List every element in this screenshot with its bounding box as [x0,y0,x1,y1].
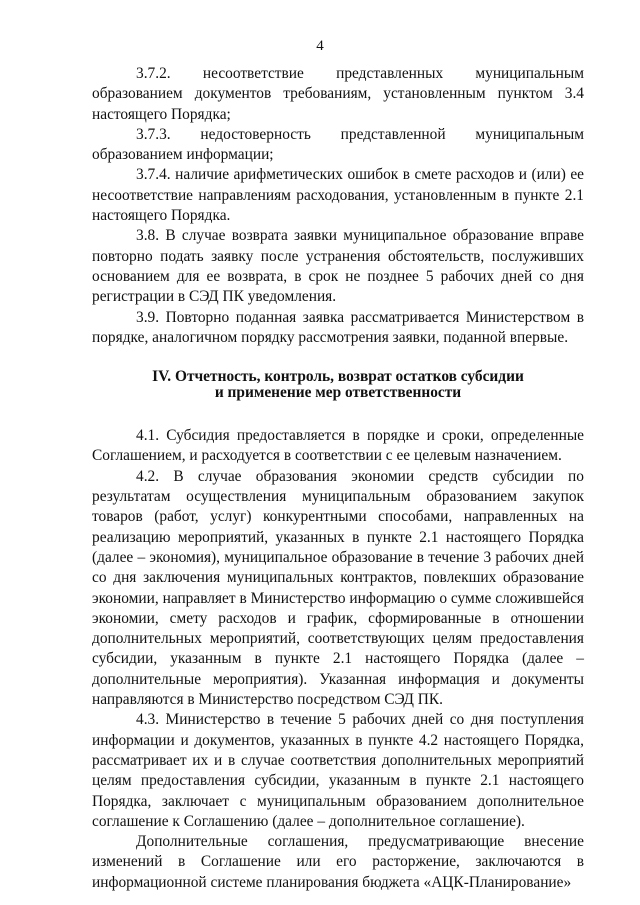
paragraph-4-3: 4.3. Министерство в течение 5 рабочих дней со дня поступления информации и документов, указанных в пункте 4.2 настоящего Порядка, рассматривает их и в случае соответствия дополнительных мероприятий целям предоставления субсидии, указанным в пункте 2.1 настоящего Порядка, заключает с муниципальным образованием дополнительное соглашение к Соглашению (далее – дополнительное соглашение). [92,711,584,830]
paragraph-additional-agreements: Дополнительные соглашения, предусматривающие внесение изменений в Соглашение или его расторжение, заключаются в информационной системе планирования бюджета «АЦК-Планирование» [92,833,584,891]
page-number: 4 [316,38,324,54]
paragraph-3-8: 3.8. В случае возврата заявки муниципальное образование вправе повторно подать заявку после устранения обстоятельств, послуживших основанием для ее возврата, в срок не позднее 5 рабочих дней со дня регистрации в СЭД ПК уведомления. [92,227,584,306]
paragraph-3-7-4: 3.7.4. наличие арифметических ошибок в смете расходов и (или) ее несоответствие направлениям расходования, установленным в пункте 2.1 настоящего Порядка. [92,166,584,225]
paragraph-3-7-2: 3.7.2. несоответствие представленных муниципальным образованием документов требованиям, установленным пунктом 3.4 настоящего Порядка; [92,65,584,123]
paragraph-4-1: 4.1. Субсидия предоставляется в порядке и сроки, определенные Соглашением, и расходуется в соответствии с ее целевым назначением. [92,427,584,465]
document-body [92,64,584,893]
section-heading-line-1: IV. Отчетность, контроль, возврат остатков субсидии [152,368,524,386]
paragraph-3-9: 3.9. Повторно поданная заявка рассматривается Министерством в порядке, аналогичном порядку рассмотрения заявки, поданной впервые. [92,308,584,346]
paragraph-3-7-3: 3.7.3. недостоверность представленной муниципальным образованием информации; [92,125,584,164]
paragraph-4-2: 4.2. В случае образования экономии средств субсидии по результатам осуществления муниципальным образованием закупок товаров (работ, услуг) конкурентными способами, направленных на реализацию мероприятий, указанных в пункте 2.1 настоящего Порядка (далее – экономия), муниципальное образование в течение 3 рабочих дней со дня заключения муниципальных контрактов, повлекших образование экономии, направляет в Министерство информацию о сумме сложившейся экономии, смету расходов и график, сформированные в отношении дополнительных мероприятий, соответствующих целям предоставления субсидии, указанным в пункте 2.1 настоящего Порядка (далее – дополнительные мероприятия). Указанная информация и документы направляются в Министерство посредством СЭД ПК. [92,467,584,709]
section-heading-line-2: и применение мер ответственности [214,383,462,401]
section-heading [92,369,584,400]
